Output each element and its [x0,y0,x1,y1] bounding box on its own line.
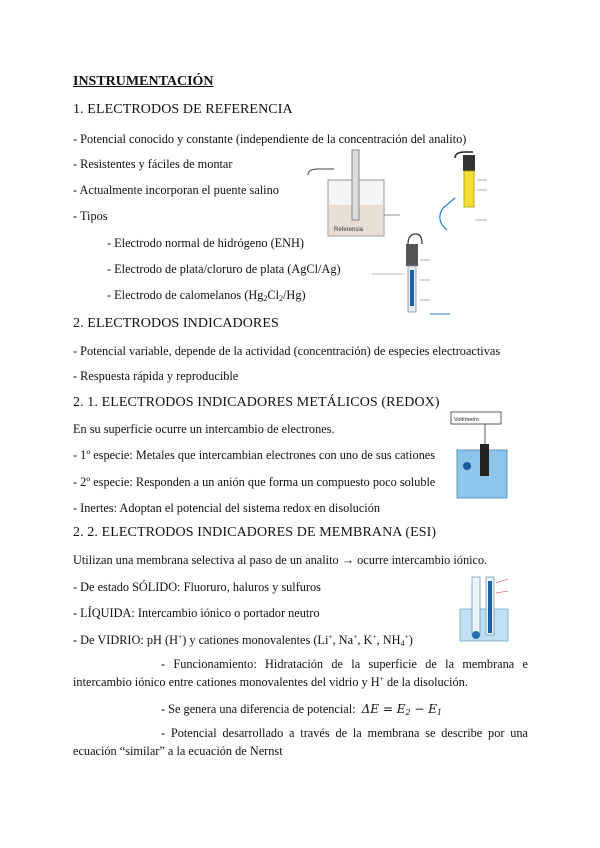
s1-bullet-2: - Resistentes y fáciles de montar [73,157,233,171]
formula-delta-e: $\Delta E = E_2 - E_1$ [361,702,443,717]
glass-tube-left [472,577,480,635]
reference-electrode-tip [463,462,471,470]
figure-1-label: Referencia [334,227,364,233]
glass-bulb [472,631,480,639]
figure-silver-chloride-electrode [425,150,525,240]
section-1-heading: 1. ELECTRODOS DE REFERENCIA [73,102,293,117]
s21-intro: En su superficie ocurre un intercambio de electrones. [73,422,335,436]
electrode-rod [352,150,359,220]
section-2-2-heading: 2. 2. ELECTRODOS INDICADORES DE MEMBRANA (ESI) [73,525,437,540]
page-title: INSTRUMENTACIÓN [73,74,214,89]
label-line-2 [496,591,508,593]
calomel-loop [408,234,422,244]
s2-bullet-2: - Respuesta rápida y reproducible [73,369,239,383]
figure-glass-membrane-electrode [452,573,524,643]
indicator-electrode [480,444,489,476]
voltmeter-label: Voltímetro [454,417,479,423]
s22-paragraph-funcionamiento: - Funcionamiento: Hidratación de la superficie de la membrana e intercambio iónico entre cationes monovalentes del vidrio y H+ de la disolución. [73,657,528,689]
section-2-heading: 2. ELECTRODOS INDICADORES [73,316,279,331]
s22-bullet-3: - De VIDRIO: pH (H+) y cationes monovalentes (Li+, Na+, K+, $NH_4^+$) [73,632,413,648]
label-line-1 [496,579,508,583]
s2-bullet-1: - Potencial variable, depende de la actividad (concentración) de especies electroactivas [73,344,501,358]
connecting-wire [308,169,334,175]
inner-electrode [488,581,492,633]
electrode-cap [463,155,475,171]
s1-type-1: - Electrodo normal de hidrógeno (ENH) [107,236,305,250]
s21-bullet-1: - 1º especie: Metales que intercambian electrones con uno de sus cationes [73,448,435,462]
calomel-inner [410,270,414,306]
blue-arrow [440,198,455,230]
beaker-solution [460,609,508,641]
s1-type-2: - Electrodo de plata/cloruro de plata (AgCl/Ag) [107,262,341,276]
s22-paragraph-potencial: - Se genera una diferencia de potencial: $\Delta E = E_2 - E_1$ [161,702,443,717]
s1-bullet-3: - Actualmente incorporan el puente salino [73,183,279,197]
calomel-head [406,244,418,266]
s22-intro: Utilizan una membrana selectiva al paso de un analito → ocurre intercambio iónico. [73,553,488,567]
figure-reference-electrode-beaker [300,145,415,240]
s1-bullet-4: - Tipos [73,209,108,223]
figure-metallic-indicator-setup [445,410,525,510]
section-2-1-heading: 2. 1. ELECTRODOS INDICADORES METÁLICOS (REDOX) [73,395,440,410]
electrode-body [464,171,474,207]
s1-type-3: - Electrodo de calomelanos $(Hg_2Cl_2/Hg)$ [107,288,306,303]
s22-bullet-2: - LÍQUIDA: Intercambio iónico o portador neutro [73,606,320,620]
s21-bullet-3: - Inertes: Adoptan el potencial del sistema redox en disolución [73,501,380,515]
s22-bullet-1: - De estado SÓLIDO: Fluoruro, haluros y sulfuros [73,580,321,594]
figure-calomel-electrode [368,230,473,320]
s22-paragraph-nernst: - Potencial desarrollado a través de la membrana se describe por una ecuación “similar” a la ecuación de Nernst [73,726,528,758]
s1-bullet-1: - Potencial conocido y constante (independiente de la concentración del analito) [73,132,467,146]
s21-bullet-2: - 2º especie: Responden a un anión que forma un compuesto poco soluble [73,475,436,489]
